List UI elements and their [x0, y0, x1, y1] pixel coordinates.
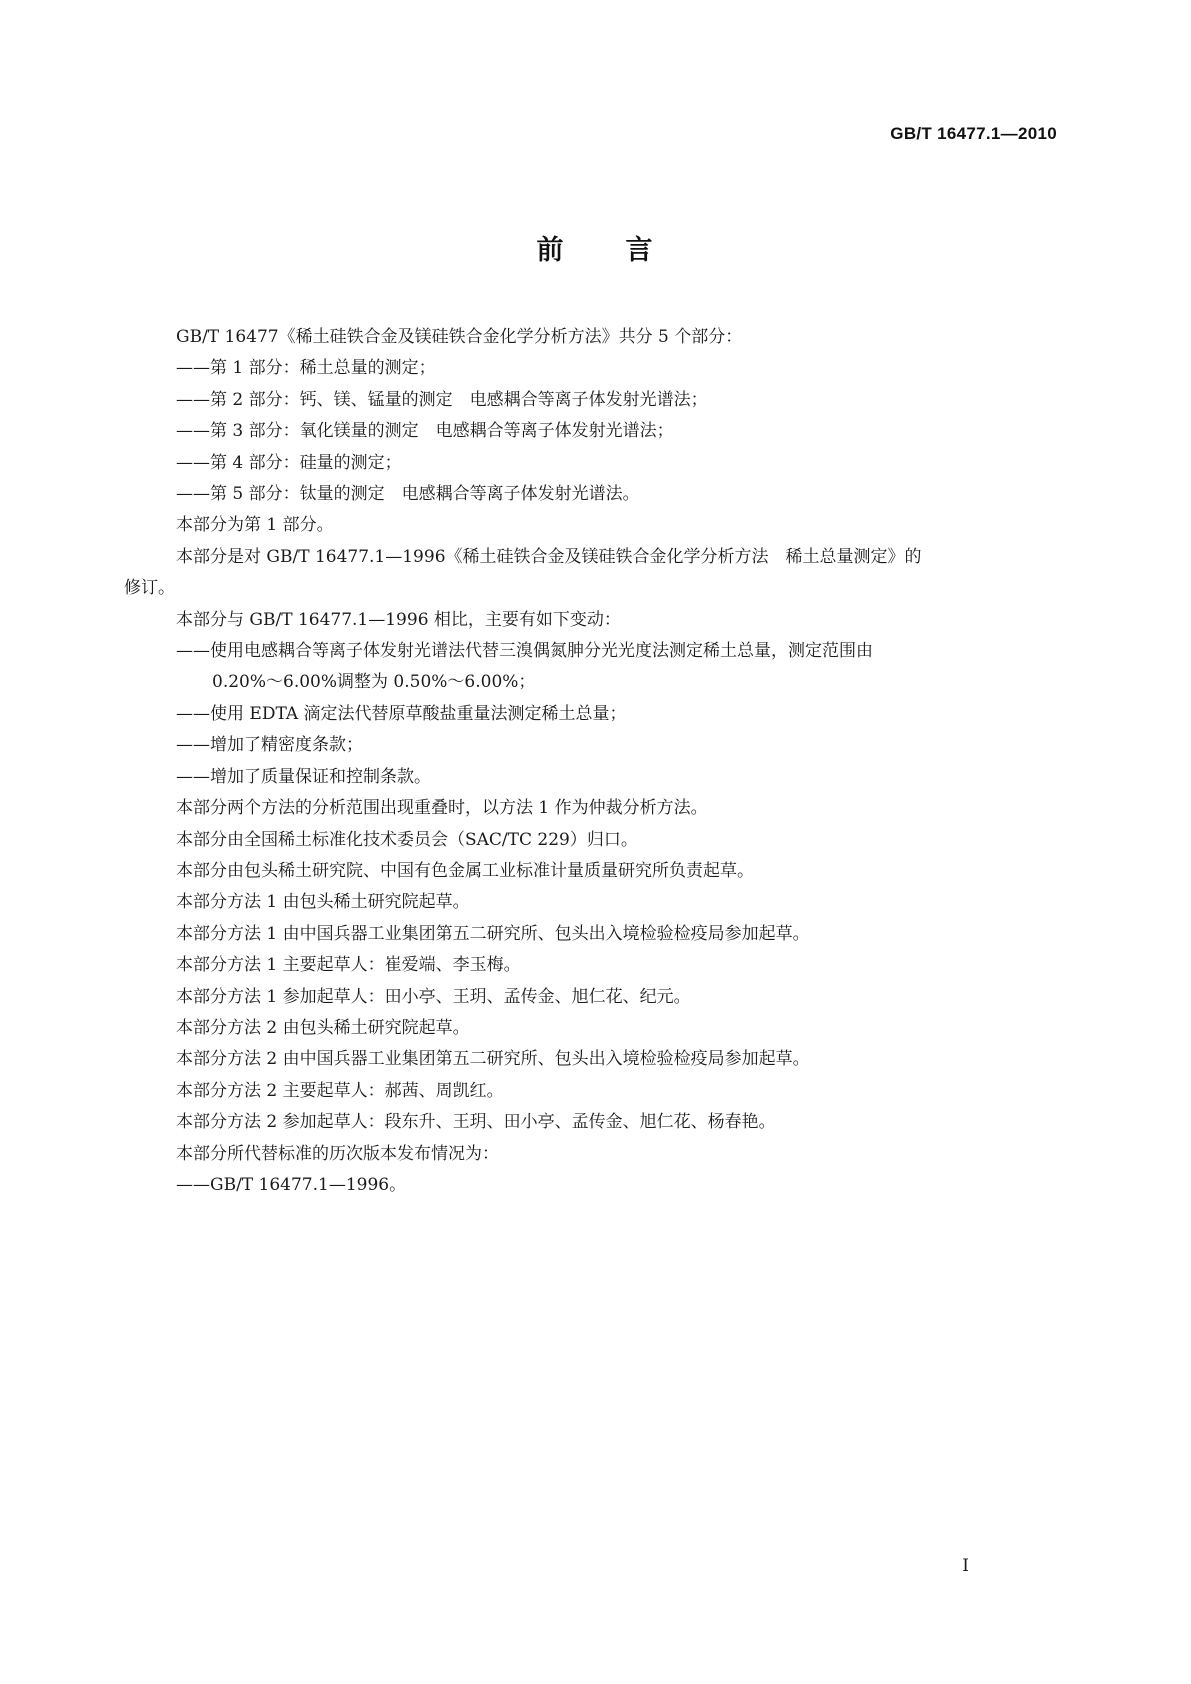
paragraph: GB/T 16477《稀土硅铁合金及镁硅铁合金化学分析方法》共分 5 个部分：: [176, 327, 743, 347]
page-title-char-1: 前: [536, 235, 566, 266]
paragraph: 本部分方法 1 由中国兵器工业集团第五二研究所、包头出入境检验检疫局参加起草。: [176, 923, 810, 944]
paragraph: 本部分由包头稀土研究院、中国有色金属工业标准计量质量研究所负责起草。: [176, 860, 754, 881]
paragraph: 本部分为第 1 部分。: [176, 515, 334, 536]
standard-code: GB/T 16477.1—2010: [890, 124, 1057, 143]
page-title-char-2: 言: [625, 235, 655, 266]
list-item: ——第 3 部分：氧化镁量的测定 电感耦合等离子体发射光谱法；: [176, 421, 674, 442]
list-item: ——第 1 部分：稀土总量的测定；: [176, 358, 436, 379]
page-title: [0, 228, 1191, 267]
paragraph: 本部分两个方法的分析范围出现重叠时，以方法 1 作为仲裁分析方法。: [176, 798, 708, 819]
list-item: ——第 4 部分：硅量的测定；: [176, 452, 402, 473]
paragraph: 本部分方法 1 参加起草人：田小亭、王玥、孟传金、旭仁花、纪元。: [176, 986, 691, 1007]
list-item: ——增加了质量保证和控制条款。: [176, 766, 431, 787]
paragraph: 本部分方法 2 由中国兵器工业集团第五二研究所、包头出入境检验检疫局参加起草。: [176, 1049, 810, 1070]
paragraph: 本部分与 GB/T 16477.1—1996 相比，主要有如下变动：: [176, 609, 621, 630]
list-item-continuation: 0.20%～6.00%调整为 0.50%～6.00%；: [212, 672, 536, 693]
list-item: ——使用 EDTA 滴定法代替原草酸盐重量法测定稀土总量；: [176, 703, 627, 724]
paragraph: 本部分方法 1 主要起草人：崔爱端、李玉梅。: [176, 955, 521, 976]
paragraph: 本部分方法 2 参加起草人：段东升、王玥、田小亭、孟传金、旭仁花、杨春艳。: [176, 1112, 776, 1133]
paragraph: 本部分方法 2 由包头稀土研究院起草。: [176, 1017, 470, 1038]
page-number: I: [962, 1556, 969, 1576]
list-item: ——第 2 部分：钙、镁、锰量的测定 电感耦合等离子体发射光谱法；: [176, 389, 708, 410]
list-item: ——增加了精密度条款；: [176, 735, 363, 756]
paragraph: 本部分由全国稀土标准化技术委员会（SAC/TC 229）归口。: [176, 829, 638, 850]
list-item: ——使用电感耦合等离子体发射光谱法代替三溴偶氮胂分光光度法测定稀土总量，测定范围由: [176, 641, 873, 662]
list-item: ——第 5 部分：钛量的测定 电感耦合等离子体发射光谱法。: [176, 484, 640, 505]
paragraph: 本部分是对 GB/T 16477.1—1996《稀土硅铁合金及镁硅铁合金化学分析方法 稀土总量测定》的: [176, 546, 922, 567]
paragraph: 本部分所代替标准的历次版本发布情况为：: [176, 1143, 499, 1164]
paragraph-continuation: 修订。: [124, 578, 175, 599]
list-item: ——GB/T 16477.1—1996。: [176, 1174, 407, 1195]
foreword-body: [124, 322, 1064, 1201]
paragraph: 本部分方法 2 主要起草人：郝茜、周凯红。: [176, 1080, 504, 1101]
paragraph: 本部分方法 1 由包头稀土研究院起草。: [176, 892, 470, 913]
